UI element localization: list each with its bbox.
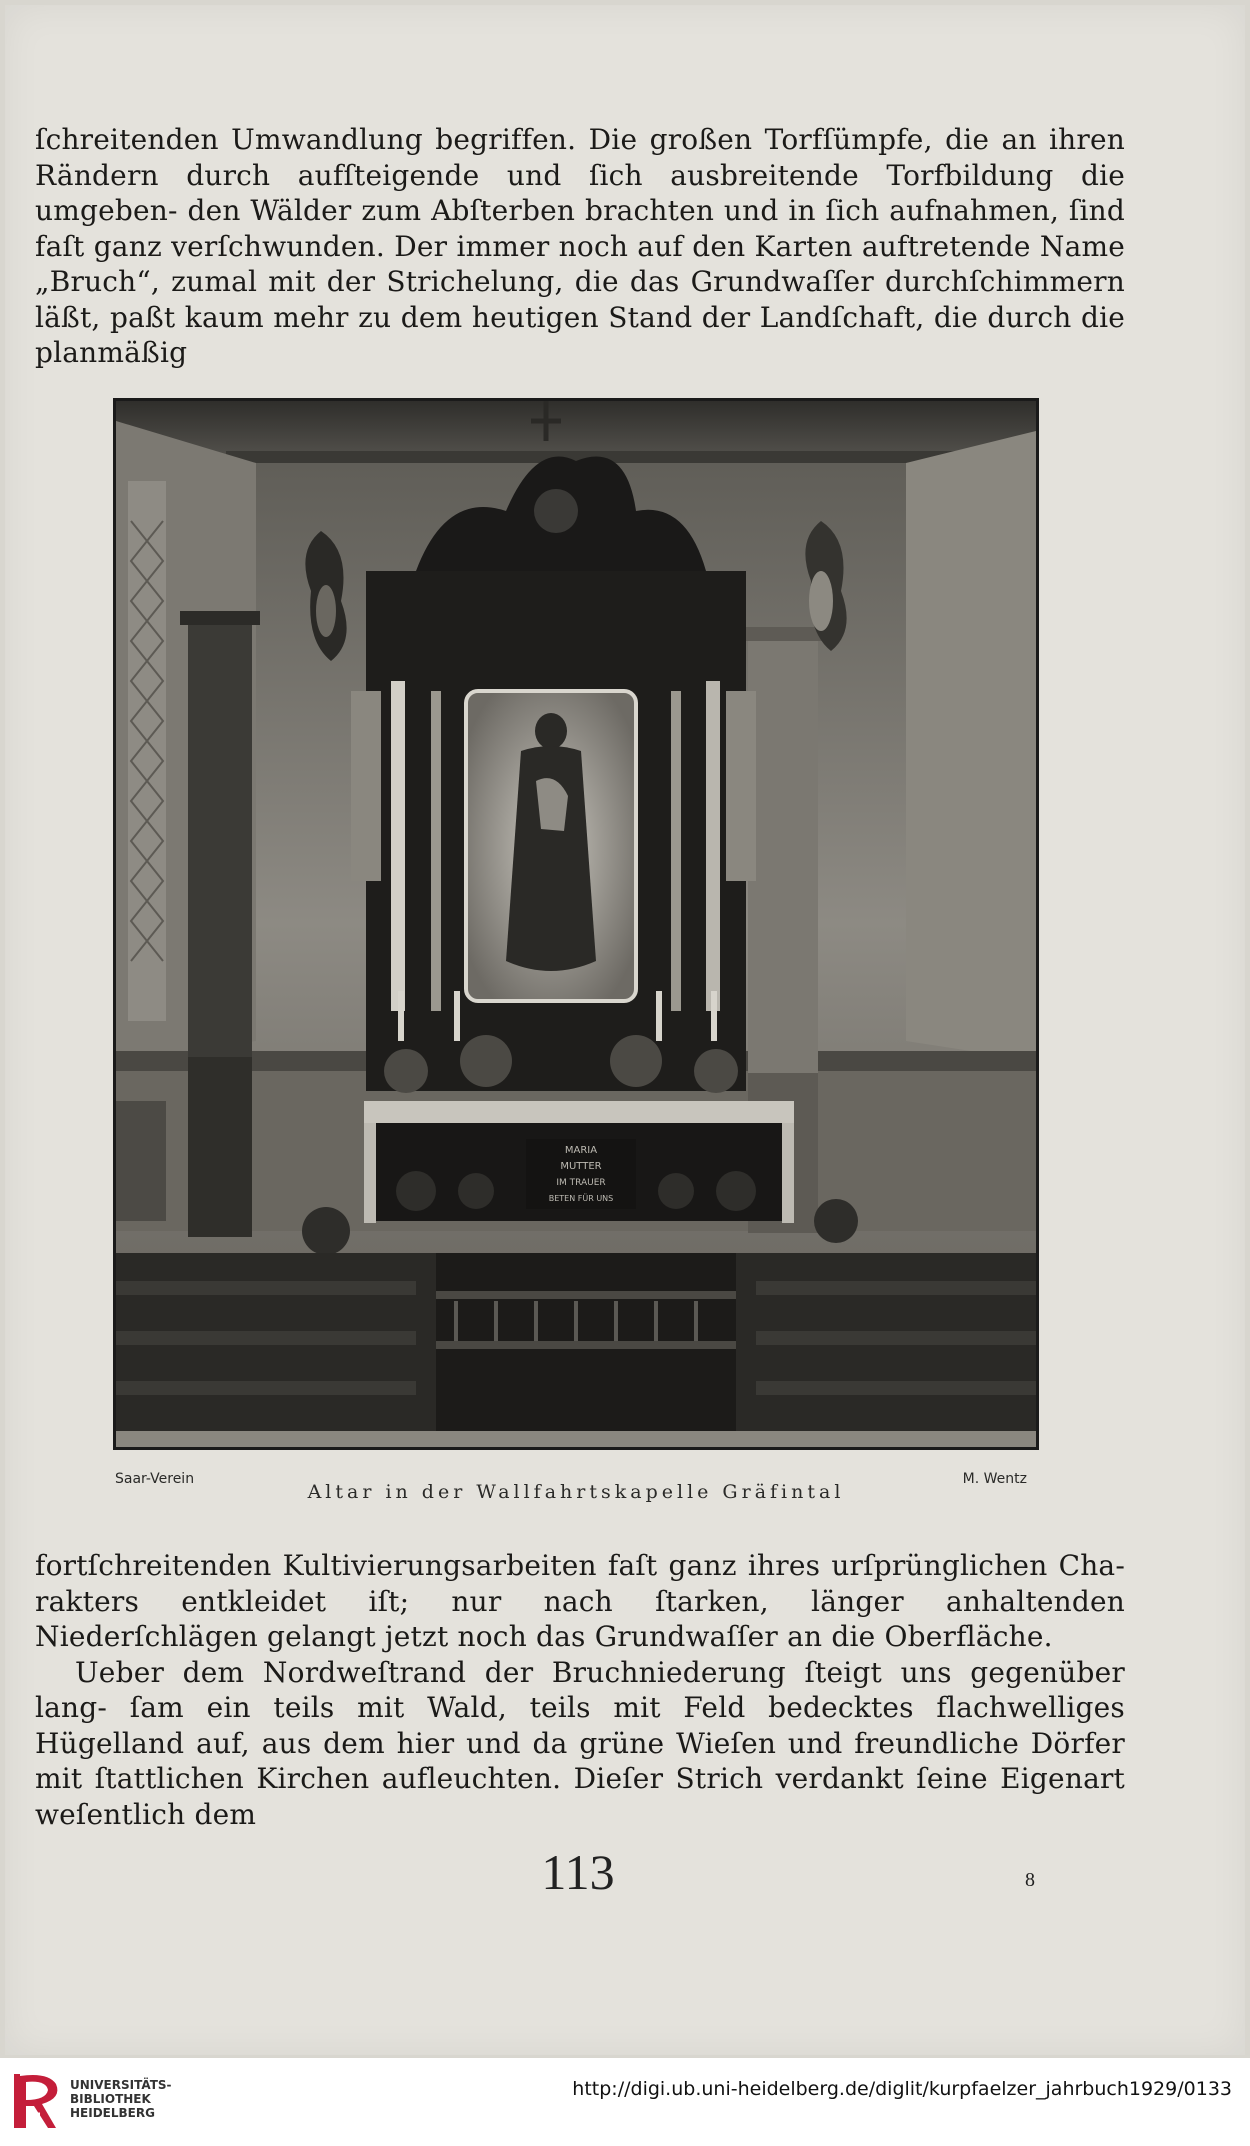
photo-credit-right: M. Wentz bbox=[962, 1471, 1027, 1487]
library-name-line: BIBLIOTHEK bbox=[70, 2092, 151, 2106]
altar-photo-image bbox=[116, 401, 1036, 1447]
plaque-text-line: BETEN FÜR UNS bbox=[548, 1194, 614, 1203]
figure-caption: Altar in der Wallfahrtskapelle Gräfintal bbox=[307, 1481, 845, 1503]
digitization-url-link[interactable]: http://digi.ub.uni-heidelberg.de/diglit/kurpfaelzer_jahrbuch1929/0133 bbox=[572, 2078, 1232, 2100]
digitization-footer bbox=[0, 2058, 1250, 2146]
photo-credit-left: Saar-Verein bbox=[115, 1471, 195, 1487]
plaque-text-line: MUTTER bbox=[560, 1161, 602, 1172]
library-name bbox=[70, 2078, 172, 2120]
page-number: 113 bbox=[541, 1844, 615, 1900]
plaque-text-line: MARIA bbox=[564, 1145, 598, 1156]
body-text-bottom bbox=[35, 1548, 1125, 1832]
signature-mark: 8 bbox=[1025, 1869, 1035, 1891]
altar-photograph bbox=[113, 398, 1039, 1450]
paragraph: Ueber dem Nordweſtrand der Bruchniederung ſteigt uns gegenüber lang- ſam ein teils mit Wald, teils mit Feld bedecktes flachwelliges Hügelland auf, aus dem hier und da grüne Wieſen und freundliche Dörfer mit ſtattlichen Kirchen aufleuchten. Dieſer Strich verdankt ſeine Eigenart weſentlich dem bbox=[35, 1655, 1125, 1831]
paragraph: ſchreitenden Umwandlung begriffen. Die großen Torfſümpfe, die an ihren Rändern durch aufſteigende und ſich ausbreitende Torfbildung die umgeben- den Wälder zum Abſterben brachten und in ſich aufnahmen, ſind faſt ganz verſchwunden. Der immer noch auf den Karten auftretende Name „Bruch“, zumal mit der Strichelung, die das Grundwaſſer durchſchimmern läßt, paßt kaum mehr zu dem heutigen Stand der Landſchaft, die durch die planmäßig bbox=[35, 123, 1125, 369]
book-page bbox=[5, 5, 1245, 2055]
library-name-line: HEIDELBERG bbox=[70, 2106, 155, 2120]
library-name-line: UNIVERSITÄTS- bbox=[70, 2078, 172, 2092]
body-text-top bbox=[35, 122, 1125, 371]
university-library-logo-icon bbox=[12, 2070, 64, 2132]
plaque-text-line: IM TRAUER bbox=[556, 1178, 606, 1188]
paragraph: fortſchreitenden Kultivierungsarbeiten faſt ganz ihres urſprünglichen Cha- rakters entkleidet iſt; nur nach ſtarken, länger anhaltenden Niederſchlägen gelangt jetzt noch das Grundwaſſer an die Oberfläche. bbox=[35, 1549, 1125, 1653]
